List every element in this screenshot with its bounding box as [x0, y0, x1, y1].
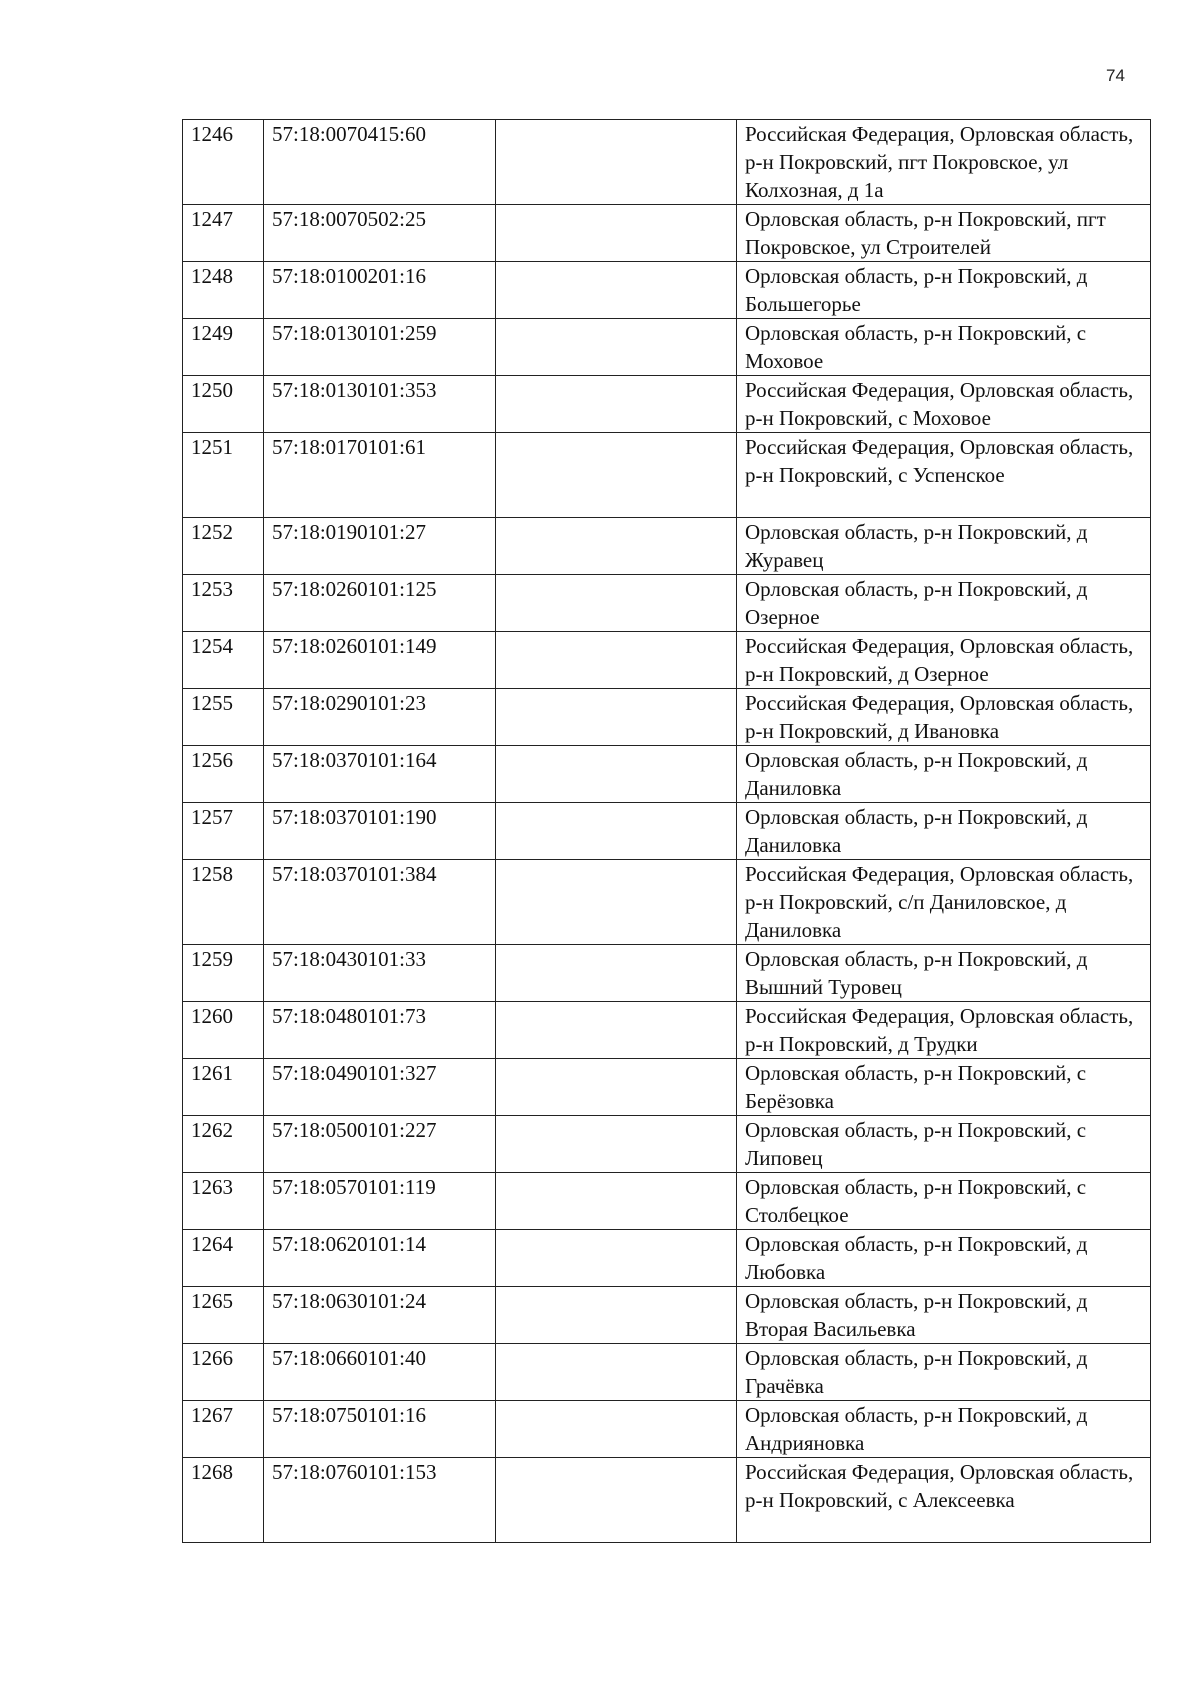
registry-table	[182, 119, 1151, 1543]
empty-cell	[496, 205, 737, 262]
address-cell: Российская Федерация, Орловская область, р-н Покровский, с Моховое	[737, 376, 1151, 433]
cadastral-number-cell: 57:18:0070502:25	[264, 205, 496, 262]
address-cell: Орловская область, р-н Покровский, пгт Покровское, ул Строителей	[737, 205, 1151, 262]
cadastral-number-cell: 57:18:0260101:149	[264, 632, 496, 689]
cadastral-number-cell: 57:18:0130101:259	[264, 319, 496, 376]
empty-cell	[496, 120, 737, 205]
row-number-cell: 1247	[183, 205, 264, 262]
table-row	[183, 205, 1151, 262]
empty-cell	[496, 1287, 737, 1344]
table-row	[183, 376, 1151, 433]
row-number-cell: 1268	[183, 1458, 264, 1543]
row-number-cell: 1264	[183, 1230, 264, 1287]
row-number-cell: 1260	[183, 1002, 264, 1059]
table-row	[183, 1458, 1151, 1543]
table-row	[183, 1173, 1151, 1230]
empty-cell	[496, 1401, 737, 1458]
address-cell: Орловская область, р-н Покровский, д Журавец	[737, 518, 1151, 575]
cadastral-number-cell: 57:18:0620101:14	[264, 1230, 496, 1287]
empty-cell	[496, 1173, 737, 1230]
row-number-cell: 1256	[183, 746, 264, 803]
row-number-cell: 1250	[183, 376, 264, 433]
cadastral-number-cell: 57:18:0370101:384	[264, 860, 496, 945]
table-row	[183, 1287, 1151, 1344]
table-row	[183, 746, 1151, 803]
table-row	[183, 1230, 1151, 1287]
row-number-cell: 1258	[183, 860, 264, 945]
empty-cell	[496, 689, 737, 746]
empty-cell	[496, 860, 737, 945]
address-cell: Орловская область, р-н Покровский, с Моховое	[737, 319, 1151, 376]
address-cell: Орловская область, р-н Покровский, д Андрияновка	[737, 1401, 1151, 1458]
table-row	[183, 262, 1151, 319]
empty-cell	[496, 1002, 737, 1059]
row-number-cell: 1248	[183, 262, 264, 319]
empty-cell	[496, 518, 737, 575]
cadastral-number-cell: 57:18:0170101:61	[264, 433, 496, 518]
address-cell: Орловская область, р-н Покровский, д Даниловка	[737, 803, 1151, 860]
row-number-cell: 1246	[183, 120, 264, 205]
table-row	[183, 1059, 1151, 1116]
cadastral-number-cell: 57:18:0760101:153	[264, 1458, 496, 1543]
row-number-cell: 1255	[183, 689, 264, 746]
empty-cell	[496, 945, 737, 1002]
row-number-cell: 1262	[183, 1116, 264, 1173]
row-number-cell: 1267	[183, 1401, 264, 1458]
address-cell: Российская Федерация, Орловская область, р-н Покровский, пгт Покровское, ул Колхозная, д 1а	[737, 120, 1151, 205]
row-number-cell: 1252	[183, 518, 264, 575]
row-number-cell: 1253	[183, 575, 264, 632]
cadastral-number-cell: 57:18:0430101:33	[264, 945, 496, 1002]
table-row	[183, 319, 1151, 376]
address-cell: Российская Федерация, Орловская область, р-н Покровский, с Успенское	[737, 433, 1151, 518]
table-row	[183, 1401, 1151, 1458]
empty-cell	[496, 1458, 737, 1543]
cadastral-number-cell: 57:18:0100201:16	[264, 262, 496, 319]
table-row	[183, 120, 1151, 205]
empty-cell	[496, 1344, 737, 1401]
cadastral-number-cell: 57:18:0370101:190	[264, 803, 496, 860]
cadastral-number-cell: 57:18:0070415:60	[264, 120, 496, 205]
address-cell: Орловская область, р-н Покровский, с Липовец	[737, 1116, 1151, 1173]
table-row	[183, 433, 1151, 518]
cadastral-number-cell: 57:18:0750101:16	[264, 1401, 496, 1458]
cadastral-number-cell: 57:18:0490101:327	[264, 1059, 496, 1116]
cadastral-number-cell: 57:18:0370101:164	[264, 746, 496, 803]
address-cell: Орловская область, р-н Покровский, д Озерное	[737, 575, 1151, 632]
row-number-cell: 1251	[183, 433, 264, 518]
table-row	[183, 1002, 1151, 1059]
address-cell: Орловская область, р-н Покровский, с Столбецкое	[737, 1173, 1151, 1230]
table-row	[183, 518, 1151, 575]
empty-cell	[496, 433, 737, 518]
row-number-cell: 1259	[183, 945, 264, 1002]
empty-cell	[496, 746, 737, 803]
empty-cell	[496, 319, 737, 376]
cadastral-number-cell: 57:18:0570101:119	[264, 1173, 496, 1230]
cadastral-number-cell: 57:18:0500101:227	[264, 1116, 496, 1173]
table-row	[183, 860, 1151, 945]
empty-cell	[496, 803, 737, 860]
address-cell: Орловская область, р-н Покровский, д Даниловка	[737, 746, 1151, 803]
table-row	[183, 575, 1151, 632]
address-cell: Орловская область, р-н Покровский, с Берёзовка	[737, 1059, 1151, 1116]
row-number-cell: 1261	[183, 1059, 264, 1116]
address-cell: Орловская область, р-н Покровский, д Вышний Туровец	[737, 945, 1151, 1002]
address-cell: Орловская область, р-н Покровский, д Любовка	[737, 1230, 1151, 1287]
table-row	[183, 803, 1151, 860]
row-number-cell: 1265	[183, 1287, 264, 1344]
address-cell: Орловская область, р-н Покровский, д Грачёвка	[737, 1344, 1151, 1401]
address-cell: Российская Федерация, Орловская область, р-н Покровский, д Ивановка	[737, 689, 1151, 746]
cadastral-number-cell: 57:18:0190101:27	[264, 518, 496, 575]
row-number-cell: 1254	[183, 632, 264, 689]
cadastral-number-cell: 57:18:0290101:23	[264, 689, 496, 746]
cadastral-number-cell: 57:18:0130101:353	[264, 376, 496, 433]
address-cell: Орловская область, р-н Покровский, д Вторая Васильевка	[737, 1287, 1151, 1344]
address-cell: Российская Федерация, Орловская область, р-н Покровский, с Алексеевка	[737, 1458, 1151, 1543]
table-row	[183, 689, 1151, 746]
table-row	[183, 1344, 1151, 1401]
row-number-cell: 1249	[183, 319, 264, 376]
cadastral-number-cell: 57:18:0660101:40	[264, 1344, 496, 1401]
empty-cell	[496, 1230, 737, 1287]
address-cell: Российская Федерация, Орловская область, р-н Покровский, д Трудки	[737, 1002, 1151, 1059]
row-number-cell: 1263	[183, 1173, 264, 1230]
empty-cell	[496, 1059, 737, 1116]
cadastral-number-cell: 57:18:0260101:125	[264, 575, 496, 632]
empty-cell	[496, 1116, 737, 1173]
row-number-cell: 1266	[183, 1344, 264, 1401]
empty-cell	[496, 575, 737, 632]
empty-cell	[496, 262, 737, 319]
cadastral-number-cell: 57:18:0480101:73	[264, 1002, 496, 1059]
empty-cell	[496, 376, 737, 433]
cadastral-number-cell: 57:18:0630101:24	[264, 1287, 496, 1344]
address-cell: Российская Федерация, Орловская область, р-н Покровский, д Озерное	[737, 632, 1151, 689]
row-number-cell: 1257	[183, 803, 264, 860]
table-row	[183, 1116, 1151, 1173]
table-row	[183, 945, 1151, 1002]
empty-cell	[496, 632, 737, 689]
page-number: 74	[1106, 66, 1125, 85]
table-row	[183, 632, 1151, 689]
address-cell: Российская Федерация, Орловская область, р-н Покровский, с/п Даниловское, д Даниловка	[737, 860, 1151, 945]
address-cell: Орловская область, р-н Покровский, д Большегорье	[737, 262, 1151, 319]
